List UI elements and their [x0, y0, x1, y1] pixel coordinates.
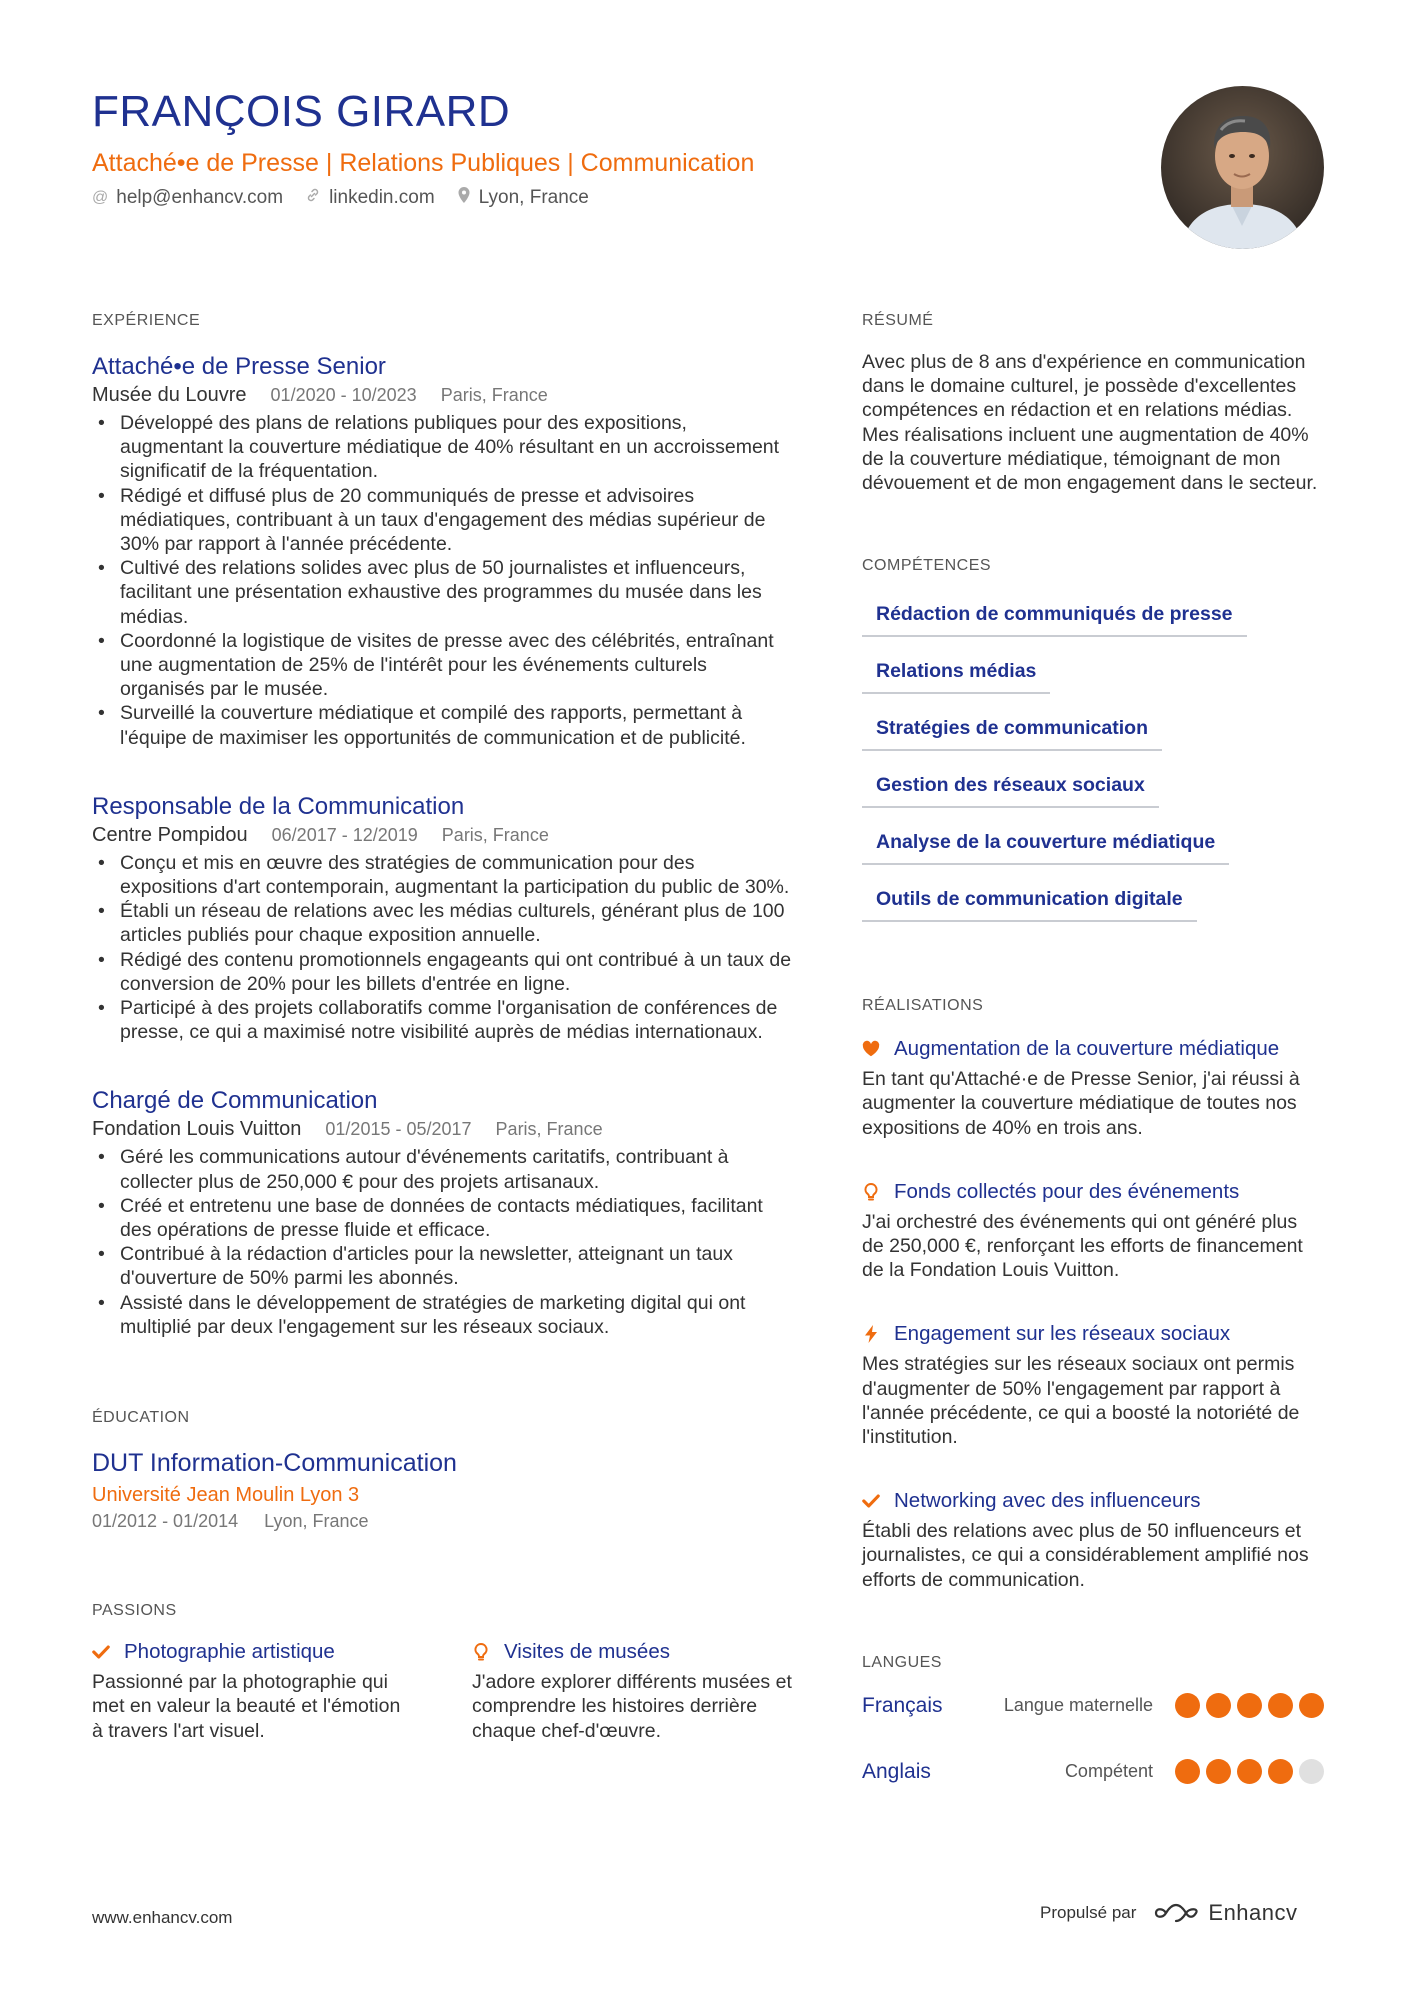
job-bullet: • Développé des plans de relations publiques pour des expositions, augmentant la couverture médiatique de 40% résultant en un accroissement significatif de la fréquentation. [92, 411, 792, 484]
job-meta [92, 824, 792, 847]
summary-section-title: RÉSUMÉ [862, 312, 934, 329]
job-bullets [92, 1145, 792, 1339]
achievement-title: Fonds collectés pour des événements [894, 1179, 1240, 1203]
enhancv-logo-icon [1154, 1901, 1200, 1925]
job-bullet: • Coordonné la logistique de visites de presse avec des célébrités, entraînant une augmentation de 25% de l'intérêt pour les événements culturels organisés par le musée. [92, 629, 792, 702]
job-company: Fondation Louis Vuitton [92, 1118, 302, 1141]
lightning-icon [862, 1324, 880, 1344]
job-entry [92, 792, 792, 1045]
education-school: Université Jean Moulin Lyon 3 [92, 1484, 360, 1507]
job-dates: 06/2017 - 12/2019 [271, 824, 418, 845]
passion-text: J'adore explorer différents musées et comprendre les histoires derrière chaque chef-d'œuvre. [472, 1671, 792, 1742]
job-dates: 01/2020 - 10/2023 [270, 385, 417, 405]
job-bullet: • Rédigé et diffusé plus de 20 communiqués de presse et advisoires médiatiques, contribuant à un taux d'engagement des médias supérieur de 30% par rapport à l'année précédente. [92, 484, 792, 557]
check-icon [92, 1644, 110, 1660]
languages-section-title: LANGUES [862, 1653, 942, 1671]
at-icon: @ [92, 188, 109, 206]
contact-email-text: help@enhancv.com [116, 186, 284, 208]
language-level: Compétent [1064, 1761, 1153, 1782]
job-title: Chargé de Communication [92, 1087, 378, 1115]
education-location: Lyon, France [264, 1511, 369, 1532]
candidate-subtitle: Attaché•e de Presse | Relations Publiques | Communication [92, 149, 755, 177]
job-bullet: • Géré les communications autour d'événements caritatifs, contribuant à collecter plus de 250,000 € pour des projets artisanaux. [92, 1145, 792, 1193]
education-meta [92, 1511, 792, 1532]
rating-dot-filled [1299, 1693, 1324, 1718]
job-title: Attaché•e de Presse Senior [92, 353, 386, 380]
job-bullet: • Cultivé des relations solides avec plus de 50 journalistes et influenceurs, facilitant une présentation exhaustive des programmes du musée dans les médias. [92, 556, 792, 629]
skills-section-title: COMPÉTENCES [862, 557, 992, 575]
languages-list [862, 1686, 1324, 1792]
rating-dot-filled [1206, 1693, 1231, 1718]
lightbulb-icon [472, 1642, 490, 1662]
job-meta [92, 384, 792, 407]
location-pin-icon [457, 186, 471, 209]
check-icon [862, 1493, 880, 1509]
skills-list [862, 597, 1324, 939]
job-location: Paris, France [441, 824, 549, 845]
achievement-item [862, 1037, 1324, 1140]
passion-item [92, 1640, 412, 1743]
passion-text: Passionné par la photographie qui met en valeur la beauté et l'émotion à travers l'art visuel. [92, 1671, 401, 1742]
achievement-title: Augmentation de la couverture médiatique [894, 1037, 1280, 1061]
job-bullet: • Assisté dans le développement de stratégies de marketing digital qui ont multiplié par deux l'engagement sur les réseaux sociaux. [92, 1291, 792, 1339]
powered-by-label: Propulsé par [1040, 1903, 1137, 1922]
link-icon [305, 187, 321, 208]
job-bullet: • Surveillé la couverture médiatique et compilé des rapports, permettant à l'équipe de maximiser les opportunités de communication et de publicité. [92, 701, 792, 749]
achievement-item [862, 1489, 1324, 1592]
language-name: Anglais [862, 1759, 931, 1783]
passion-item [472, 1640, 792, 1743]
job-bullet: • Rédigé des contenu promotionnels engageants qui ont contribué à un taux de conversion de 20% pour les billets d'entrée en ligne. [92, 948, 792, 996]
left-column [92, 312, 792, 1743]
contact-location [457, 186, 589, 209]
language-name: Français [862, 1693, 943, 1717]
skill-tag: Gestion des réseaux sociaux [862, 768, 1159, 808]
achievement-title: Networking avec des influenceurs [894, 1489, 1201, 1513]
lightbulb-icon [862, 1182, 880, 1202]
rating-dot-filled [1175, 1693, 1200, 1718]
heart-icon [862, 1040, 880, 1058]
contact-location-text: Lyon, France [478, 186, 589, 208]
job-entry [92, 352, 792, 750]
achievement-item [862, 1322, 1324, 1449]
rating-dot-filled [1237, 1693, 1262, 1718]
experience-section-title: EXPÉRIENCE [92, 312, 201, 329]
language-level: Langue maternelle [1003, 1695, 1153, 1716]
candidate-name: FRANÇOIS GIRARD [92, 87, 511, 136]
rating-dot-filled [1268, 1693, 1293, 1718]
job-location: Paris, France [495, 1119, 603, 1140]
achievement-item [862, 1180, 1324, 1283]
summary-text: Avec plus de 8 ans d'expérience en communication dans le domaine culturel, je possède d'excellentes compétences en rédaction et en relations médias. Mes réalisations incluent une augmentation de 40% de la couverture médiatique, témoignant de mon dévouement et de mon engagement dans le secteur. [862, 351, 1318, 495]
rating-dot-filled [1175, 1759, 1200, 1784]
brand-name: Enhancv [1208, 1900, 1298, 1925]
skill-tag: Rédaction de communiqués de presse [862, 597, 1247, 637]
job-bullets [92, 411, 792, 750]
achievement-text: Mes stratégies sur les réseaux sociaux ont permis d'augmenter de 50% l'engagement par rapport à l'année précédente, ce qui a boosté la notoriété de l'institution. [862, 1353, 1300, 1449]
job-meta [92, 1118, 792, 1141]
passion-title: Photographie artistique [124, 1640, 335, 1664]
language-item [862, 1752, 1324, 1792]
brand-logo[interactable] [1154, 1900, 1297, 1926]
job-company: Centre Pompidou [92, 823, 248, 846]
job-entry [92, 1086, 792, 1339]
job-company: Musée du Louvre [92, 384, 247, 406]
skill-tag: Outils de communication digitale [862, 882, 1197, 922]
job-bullet: • Conçu et mis en œuvre des stratégies de communication pour des expositions d'art contemporain, augmentant la participation du public de 30%. [92, 851, 792, 899]
achievement-text: En tant qu'Attaché·e de Presse Senior, j'ai réussi à augmenter la couverture médiatique de toutes nos expositions de 40% en trois ans. [862, 1068, 1300, 1139]
job-location: Paris, France [440, 385, 548, 405]
job-bullet: • Créé et entretenu une base de données de contacts médiatiques, facilitant des opérations de presse fluide et efficace. [92, 1194, 792, 1242]
contact-linkedin[interactable] [305, 187, 435, 209]
language-rating [1175, 1693, 1324, 1718]
skill-tag: Stratégies de communication [862, 711, 1162, 751]
skill-tag: Analyse de la couverture médiatique [862, 825, 1229, 865]
job-dates: 01/2015 - 05/2017 [325, 1119, 472, 1140]
job-bullet: • Contribué à la rédaction d'articles pour la newsletter, atteignant un taux d'ouverture de 50% parmi les abonnés. [92, 1242, 792, 1290]
job-bullet: • Participé à des projets collaboratifs comme l'organisation de conférences de presse, ce qui a maximisé notre visibilité auprès de médias internationaux. [92, 996, 792, 1044]
right-column [862, 312, 1324, 1792]
resume-header [92, 86, 1142, 209]
achievements-section-title: RÉALISATIONS [862, 997, 984, 1015]
passion-title: Visites de musées [504, 1640, 670, 1664]
rating-dot-filled [1237, 1759, 1262, 1784]
rating-dot-empty [1299, 1759, 1324, 1784]
education-section-title: ÉDUCATION [92, 1409, 190, 1427]
achievement-text: Établi des relations avec plus de 50 influenceurs et journalistes, ce qui a considérablement amplifié nos efforts de communication. [862, 1520, 1309, 1591]
rating-dot-filled [1268, 1759, 1293, 1784]
language-rating [1175, 1759, 1324, 1784]
job-title: Responsable de la Communication [92, 792, 465, 820]
education-dates: 01/2012 - 01/2014 [92, 1511, 239, 1532]
language-item [862, 1686, 1324, 1726]
education-degree: DUT Information-Communication [92, 1449, 457, 1478]
passions-section-title: PASSIONS [92, 1602, 177, 1620]
contact-linkedin-text: linkedin.com [329, 186, 435, 208]
job-bullets [92, 851, 792, 1045]
profile-photo [1161, 86, 1324, 249]
job-bullet: • Établi un réseau de relations avec les médias culturels, générant plus de 100 articles publiés pour chaque exposition annuelle. [92, 899, 792, 947]
rating-dot-filled [1206, 1759, 1231, 1784]
achievement-text: J'ai orchestré des événements qui ont généré plus de 250,000 €, renforçant les efforts de financement de la Fondation Louis Vuitton. [862, 1210, 1303, 1282]
skill-tag: Relations médias [862, 654, 1050, 694]
passions-list [92, 1640, 792, 1743]
footer-branding [1040, 1900, 1298, 1926]
contact-list [92, 186, 1142, 209]
contact-email[interactable] [92, 187, 283, 209]
footer-website[interactable]: www.enhancv.com [92, 1908, 233, 1927]
achievement-title: Engagement sur les réseaux sociaux [894, 1322, 1231, 1346]
